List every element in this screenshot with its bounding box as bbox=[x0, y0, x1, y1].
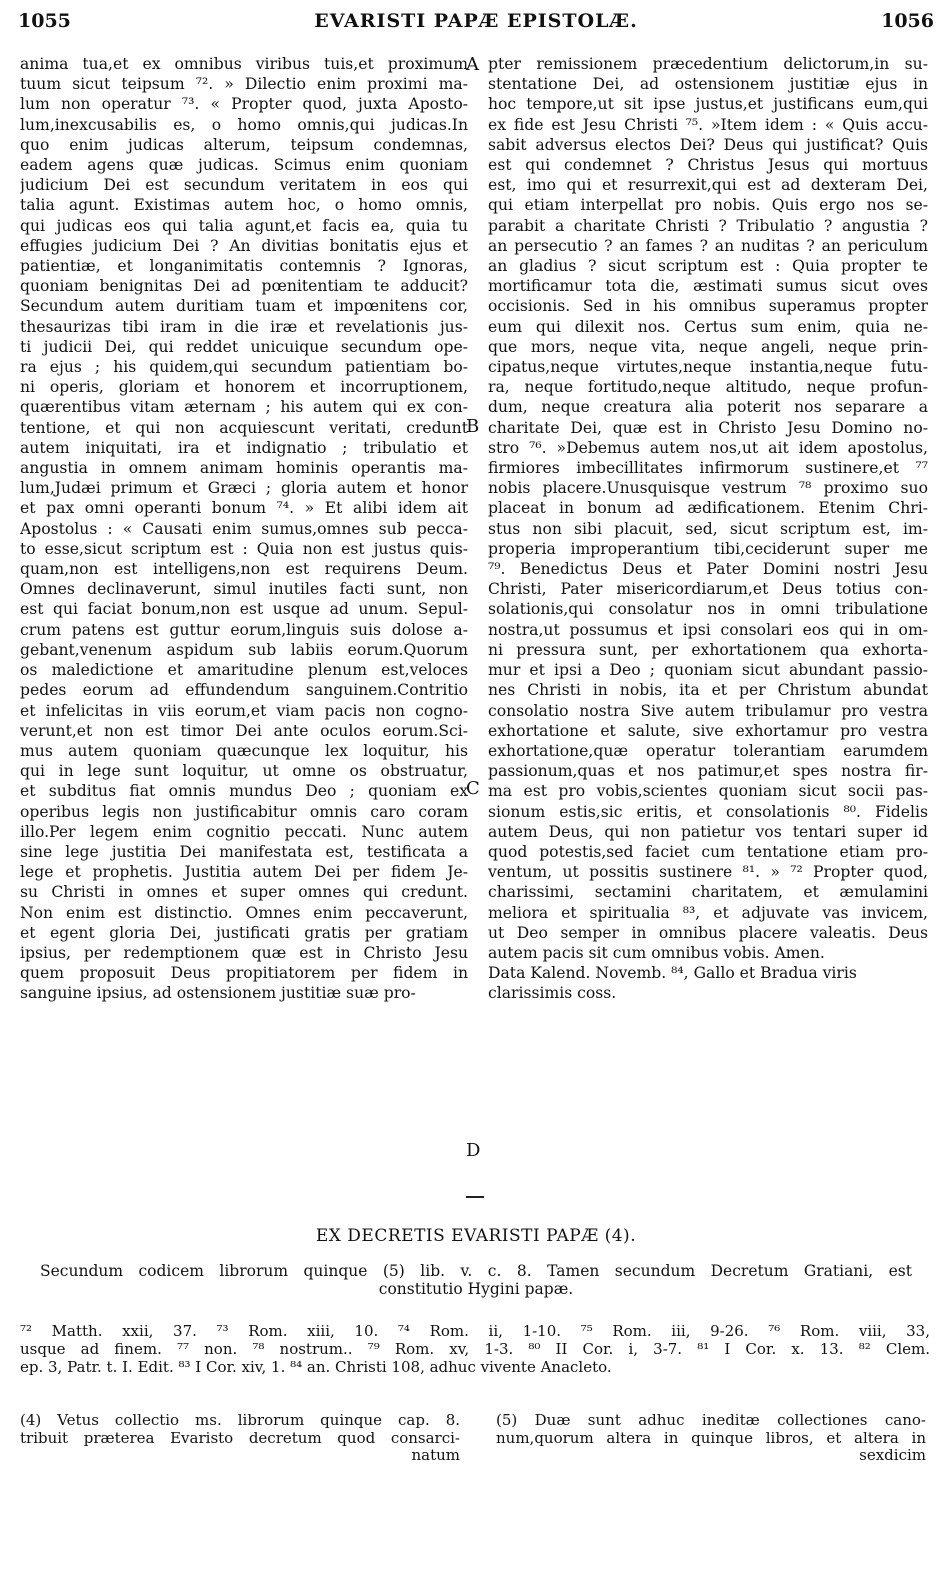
text-line: stro ⁷⁶. »Debemus autem nos,ut ait idem apostolus, bbox=[488, 438, 928, 457]
page-header bbox=[18, 0, 934, 40]
text-line: mur et ipsi a Deo ; quoniam sicut abundant passio- bbox=[488, 661, 928, 680]
text-line: eadem agens quæ judicas. Scimus enim quoniam bbox=[20, 156, 468, 175]
text-line: lum,inexcusabilis es, o homo omnis,qui judicas.In bbox=[20, 115, 468, 134]
footnote-line: natum bbox=[411, 1447, 460, 1464]
section-divider bbox=[466, 1196, 484, 1198]
text-line: exhortatione et salute, sive exhortamur pro vestra bbox=[488, 721, 928, 740]
text-line: clarissimis coss. bbox=[488, 984, 617, 1003]
text-line: charissimi, sectamini charitatem, et æmulamini bbox=[488, 883, 928, 902]
text-line: que mors, neque vita, neque angeli, neque prin- bbox=[488, 337, 928, 356]
text-line: angustia in omnem animam hominis operantis ma- bbox=[20, 459, 468, 478]
text-line: et egent gloria Dei, justificati gratis per gratiam bbox=[20, 923, 468, 942]
text-line: nes Christi in nobis, ita et per Christum abundat bbox=[488, 681, 928, 700]
text-line: anima tua,et ex omnibus viribus tuis,et proximum bbox=[20, 55, 468, 73]
text-line: et subditus fiat omnis mundus Deo ; quoniam ex bbox=[20, 782, 468, 801]
text-line: Omnes declinaverunt, simul inutiles facti sunt, non bbox=[20, 580, 468, 599]
text-line: placeat in bonum ad ædificationem. Etenim Chri- bbox=[488, 499, 928, 518]
text-line: autem iniquitati, ira et indignatio ; tribulatio et bbox=[20, 438, 468, 457]
text-line: ut Deo semper in omnibus placere valeatis. Deus bbox=[488, 923, 928, 942]
text-line: eum qui dilexit nos. Certus sum enim, quia ne- bbox=[488, 317, 928, 336]
text-line: qui etiam interpellat pro nobis. Quis ergo nos se- bbox=[488, 196, 928, 215]
text-line: usque ad finem. ⁷⁷ non. ⁷⁸ nostrum.. ⁷⁹ Rom. xv, 1-3. ⁸⁰ II Cor. i, 3-7. ⁸¹ I Cor. x. 13. ⁸² Clem. bbox=[20, 1340, 930, 1358]
text-line: quoniam benignitas Dei ad pœnitentiam te adducit? bbox=[20, 277, 468, 296]
text-line: autem Deus, qui non patietur vos tentari super id bbox=[488, 822, 928, 841]
text-line: quod potestis,sed faciet cum tentatione etiam pro- bbox=[488, 842, 928, 861]
text-line: talia agunt. Existimas autem hoc, o homo omnis, bbox=[20, 196, 468, 215]
text-line: Apostolus : « Causati enim sumus,omnes sub pecca- bbox=[20, 519, 468, 538]
text-line: qui judicas eos qui talia agunt,et facis ea, quia tu bbox=[20, 216, 468, 235]
text-line: verunt,et non est timor Dei ante oculos eorum.Sci- bbox=[20, 721, 468, 740]
text-line: est, imo qui et resurrexit,qui est ad dexteram Dei, bbox=[488, 176, 928, 195]
text-line: ipsius, per redemptionem quæ est in Christo Jesu bbox=[20, 943, 468, 962]
text-line: mus autem quoniam quæcunque lex loquitur, his bbox=[20, 741, 468, 760]
text-line: Secundum autem duritiam tuam et impœnitens cor, bbox=[20, 297, 468, 316]
text-line: solationis,qui consolatur nos in omni tribulatione bbox=[488, 600, 928, 619]
section-title: EX DECRETIS EVARISTI PAPÆ (4). bbox=[315, 1226, 637, 1246]
text-line: sanguine ipsius, ad ostensionem justitiæ suæ pro- bbox=[20, 984, 416, 1003]
footnote-4 bbox=[20, 1412, 460, 1465]
text-line: patientiæ, et longanimitatis contemnis ? Ignoras, bbox=[20, 257, 468, 276]
text-line: sionum estis,sic eritis, et consolationis ⁸⁰. Fidelis bbox=[488, 802, 928, 821]
text-line: autem pacis sit cum omnibus vobis. Amen. bbox=[488, 943, 825, 962]
footnote-line: num,quorum altera in quinque libros, et altera in bbox=[496, 1429, 926, 1447]
text-line: Non enim est distinctio. Omnes enim peccaverunt, bbox=[20, 903, 468, 922]
text-line: ni operis, gloriam et honorem et incorruptionem, bbox=[20, 378, 468, 397]
running-title: EVARISTI PAPÆ EPISTOLÆ. bbox=[314, 10, 638, 32]
section-note-line: Secundum codicem librorum quinque (5) lib. v. c. 8. Tamen secundum Decretum Gratiani, est bbox=[40, 1262, 912, 1280]
text-line: ra, neque fortitudo,neque altitudo, neque profun- bbox=[488, 378, 928, 397]
margin-letter-d: D bbox=[466, 1140, 481, 1161]
text-line: lege et prophetis. Justitia autem Dei per fidem Je- bbox=[20, 863, 468, 882]
scripture-references bbox=[20, 1322, 930, 1376]
text-line: crum patens est guttur eorum,linguis suis dolose a- bbox=[20, 620, 468, 639]
text-line: charitate Dei, quæ est in Christo Jesu Domino no- bbox=[488, 418, 928, 437]
text-line: mortificamur tota die, æstimati sumus sicut oves bbox=[488, 277, 928, 296]
text-line: sine lege justitia Dei manifestata est, testificata a bbox=[20, 842, 468, 861]
text-line: judicium Dei est secundum veritatem in eos qui bbox=[20, 176, 468, 195]
text-line: su Christi in omnes et super omnes qui credunt. bbox=[20, 883, 468, 902]
text-line: passionum,quas et nos patimur,et spes nostra fir- bbox=[488, 762, 928, 781]
text-line: illo.Per legem enim cognitio peccati. Nunc autem bbox=[20, 822, 468, 841]
text-line: lum non operatur ⁷³. « Propter quod, juxta Aposto- bbox=[20, 95, 468, 114]
text-line: stentatione Dei, ad ostensionem justitiæ ejus in bbox=[488, 75, 928, 94]
left-column bbox=[20, 54, 468, 1004]
text-line: ⁷² Matth. xxii, 37. ⁷³ Rom. xiii, 10. ⁷⁴ Rom. ii, 1-10. ⁷⁵ Rom. iii, 9-26. ⁷⁶ Rom. viii, 33, bbox=[20, 1322, 930, 1340]
footnote-line: (4) Vetus collectio ms. librorum quinque cap. 8. bbox=[20, 1412, 460, 1429]
text-line: quem proposuit Deus propitiatorem per fidem in bbox=[20, 964, 468, 983]
text-line: Christi, Pater misericordiarum,et Deus totius con- bbox=[488, 580, 928, 599]
text-line: tentione, et qui non acquiescunt veritati, credunt bbox=[20, 418, 468, 437]
margin-letter-c: C bbox=[466, 778, 480, 799]
text-line: ma est pro vobis,scientes quoniam sicut socii pas- bbox=[488, 782, 928, 801]
text-line: ra ejus ; his quidem,qui secundum patientiam bo- bbox=[20, 358, 468, 377]
margin-letter-a: A bbox=[466, 54, 479, 75]
section-note-line: constitutio Hygini papæ. bbox=[378, 1280, 574, 1298]
footnote-5 bbox=[496, 1412, 926, 1465]
text-line: an persecutio ? an fames ? an nuditas ? an periculum bbox=[488, 236, 928, 255]
text-line: os maledictione et amaritudine plenum est,veloces bbox=[20, 661, 468, 680]
text-line: ventum, ut possitis sustinere ⁸¹. » ⁷² Propter quod, bbox=[488, 863, 928, 882]
text-line: firmiores imbecillitates infirmorum sustinere,et ⁷⁷ bbox=[488, 459, 928, 478]
text-line: properia improperantium tibi,ceciderunt super me bbox=[488, 539, 928, 558]
text-line: nobis placere.Unusquisque vestrum ⁷⁸ proximo suo bbox=[488, 479, 928, 498]
text-line: consolatio nostra Sive autem tribulamur pro vestra bbox=[488, 701, 928, 720]
text-line: an gladius ? sicut scriptum est : Quia propter te bbox=[488, 257, 928, 276]
text-line: et infelicitas in viis eorum,et viam pacis non cogno- bbox=[20, 701, 468, 720]
margin-letter-b: B bbox=[466, 416, 480, 437]
text-line: operibus legis non justificabitur omnis caro coram bbox=[20, 802, 468, 821]
text-line: occisionis. Sed in his omnibus superamus propter bbox=[488, 297, 928, 316]
text-line: parabit a charitate Christi ? Tribulatio ? angustia ? bbox=[488, 216, 928, 235]
text-line: dum, neque creatura alia poterit nos separare a bbox=[488, 398, 928, 417]
footnote-line: sexdicim bbox=[859, 1447, 926, 1464]
footnote-line: (5) Duæ sunt adhuc ineditæ collectiones cano- bbox=[496, 1412, 926, 1429]
text-line: ep. 3, Patr. t. I. Edit. ⁸³ I Cor. xiv, 1. ⁸⁴ an. Christi 108, adhuc vivente Anacleto. bbox=[20, 1358, 612, 1376]
text-line: effugies judicium Dei ? An divitias bonitatis ejus et bbox=[20, 236, 468, 255]
page-number-left: 1055 bbox=[18, 10, 71, 32]
text-line: to esse,sicut scriptum est : Quia non est justus quis- bbox=[20, 539, 468, 558]
text-line: et pax omni operanti bonum ⁷⁴. » Et alibi idem ait bbox=[20, 499, 468, 518]
footnote-line: tribuit præterea Evaristo decretum quod consarci- bbox=[20, 1429, 460, 1447]
text-line: quam,non est intelligens,non est requirens Deum. bbox=[20, 560, 468, 579]
text-line: Data Kalend. Novemb. ⁸⁴, Gallo et Bradua viris bbox=[488, 964, 857, 983]
text-line: ti judicii Dei, qui reddet unicuique secundum ope- bbox=[20, 337, 468, 356]
text-line: ni pressura sunt, per exhortationem qua exhorta- bbox=[488, 640, 928, 659]
text-line: lum,Judæi primum et Græci ; gloria autem et honor bbox=[20, 479, 468, 498]
text-line: quærentibus vitam æternam ; his autem qui ex con- bbox=[20, 398, 468, 417]
text-line: ex fide est Jesu Christi ⁷⁵. »Item idem : « Quis accu- bbox=[488, 115, 928, 134]
text-line: gebant,venenum aspidum sub labiis eorum.Quorum bbox=[20, 640, 468, 659]
text-line: meliora et spiritualia ⁸³, et adjuvate vas invicem, bbox=[488, 903, 928, 922]
text-line: quo enim judicas alterum, teipsum condemnas, bbox=[20, 135, 468, 154]
text-line: qui in lege sunt loquitur, ut omne os obstruatur, bbox=[20, 762, 468, 781]
text-line: hoc tempore,ut sit ipse justus,et justificans eum,qui bbox=[488, 95, 928, 114]
text-line: sabit adversus electos Dei? Deus qui justificat? Quis bbox=[488, 135, 928, 154]
right-column bbox=[488, 54, 928, 1004]
text-line: nostra,ut possumus et ipsi consolari eos qui in om- bbox=[488, 620, 928, 639]
text-line: stus non sibi placuit, sed, sicut scriptum est, im- bbox=[488, 519, 928, 538]
section-note bbox=[40, 1262, 912, 1298]
page-number-right: 1056 bbox=[881, 10, 934, 32]
text-line: est qui faciat bonum,non est usque ad unum. Sepul- bbox=[20, 600, 468, 619]
text-line: cipatus,neque virtutes,neque instantia,neque futu- bbox=[488, 358, 928, 377]
text-line: pter remissionem præcedentium delictorum,in su- bbox=[488, 55, 928, 73]
text-line: pedes eorum ad effundendum sanguinem.Contritio bbox=[20, 681, 468, 700]
text-line: ⁷⁹. Benedictus Deus et Pater Domini nostri Jesu bbox=[488, 560, 928, 579]
text-line: est qui condemnet ? Christus Jesus qui mortuus bbox=[488, 156, 928, 175]
text-line: exhortatione,quæ operatur tolerantiam earumdem bbox=[488, 741, 928, 760]
text-line: thesaurizas tibi iram in die iræ et revelationis jus- bbox=[20, 317, 468, 336]
text-line: tuum sicut teipsum ⁷². » Dilectio enim proximi ma- bbox=[20, 75, 468, 94]
